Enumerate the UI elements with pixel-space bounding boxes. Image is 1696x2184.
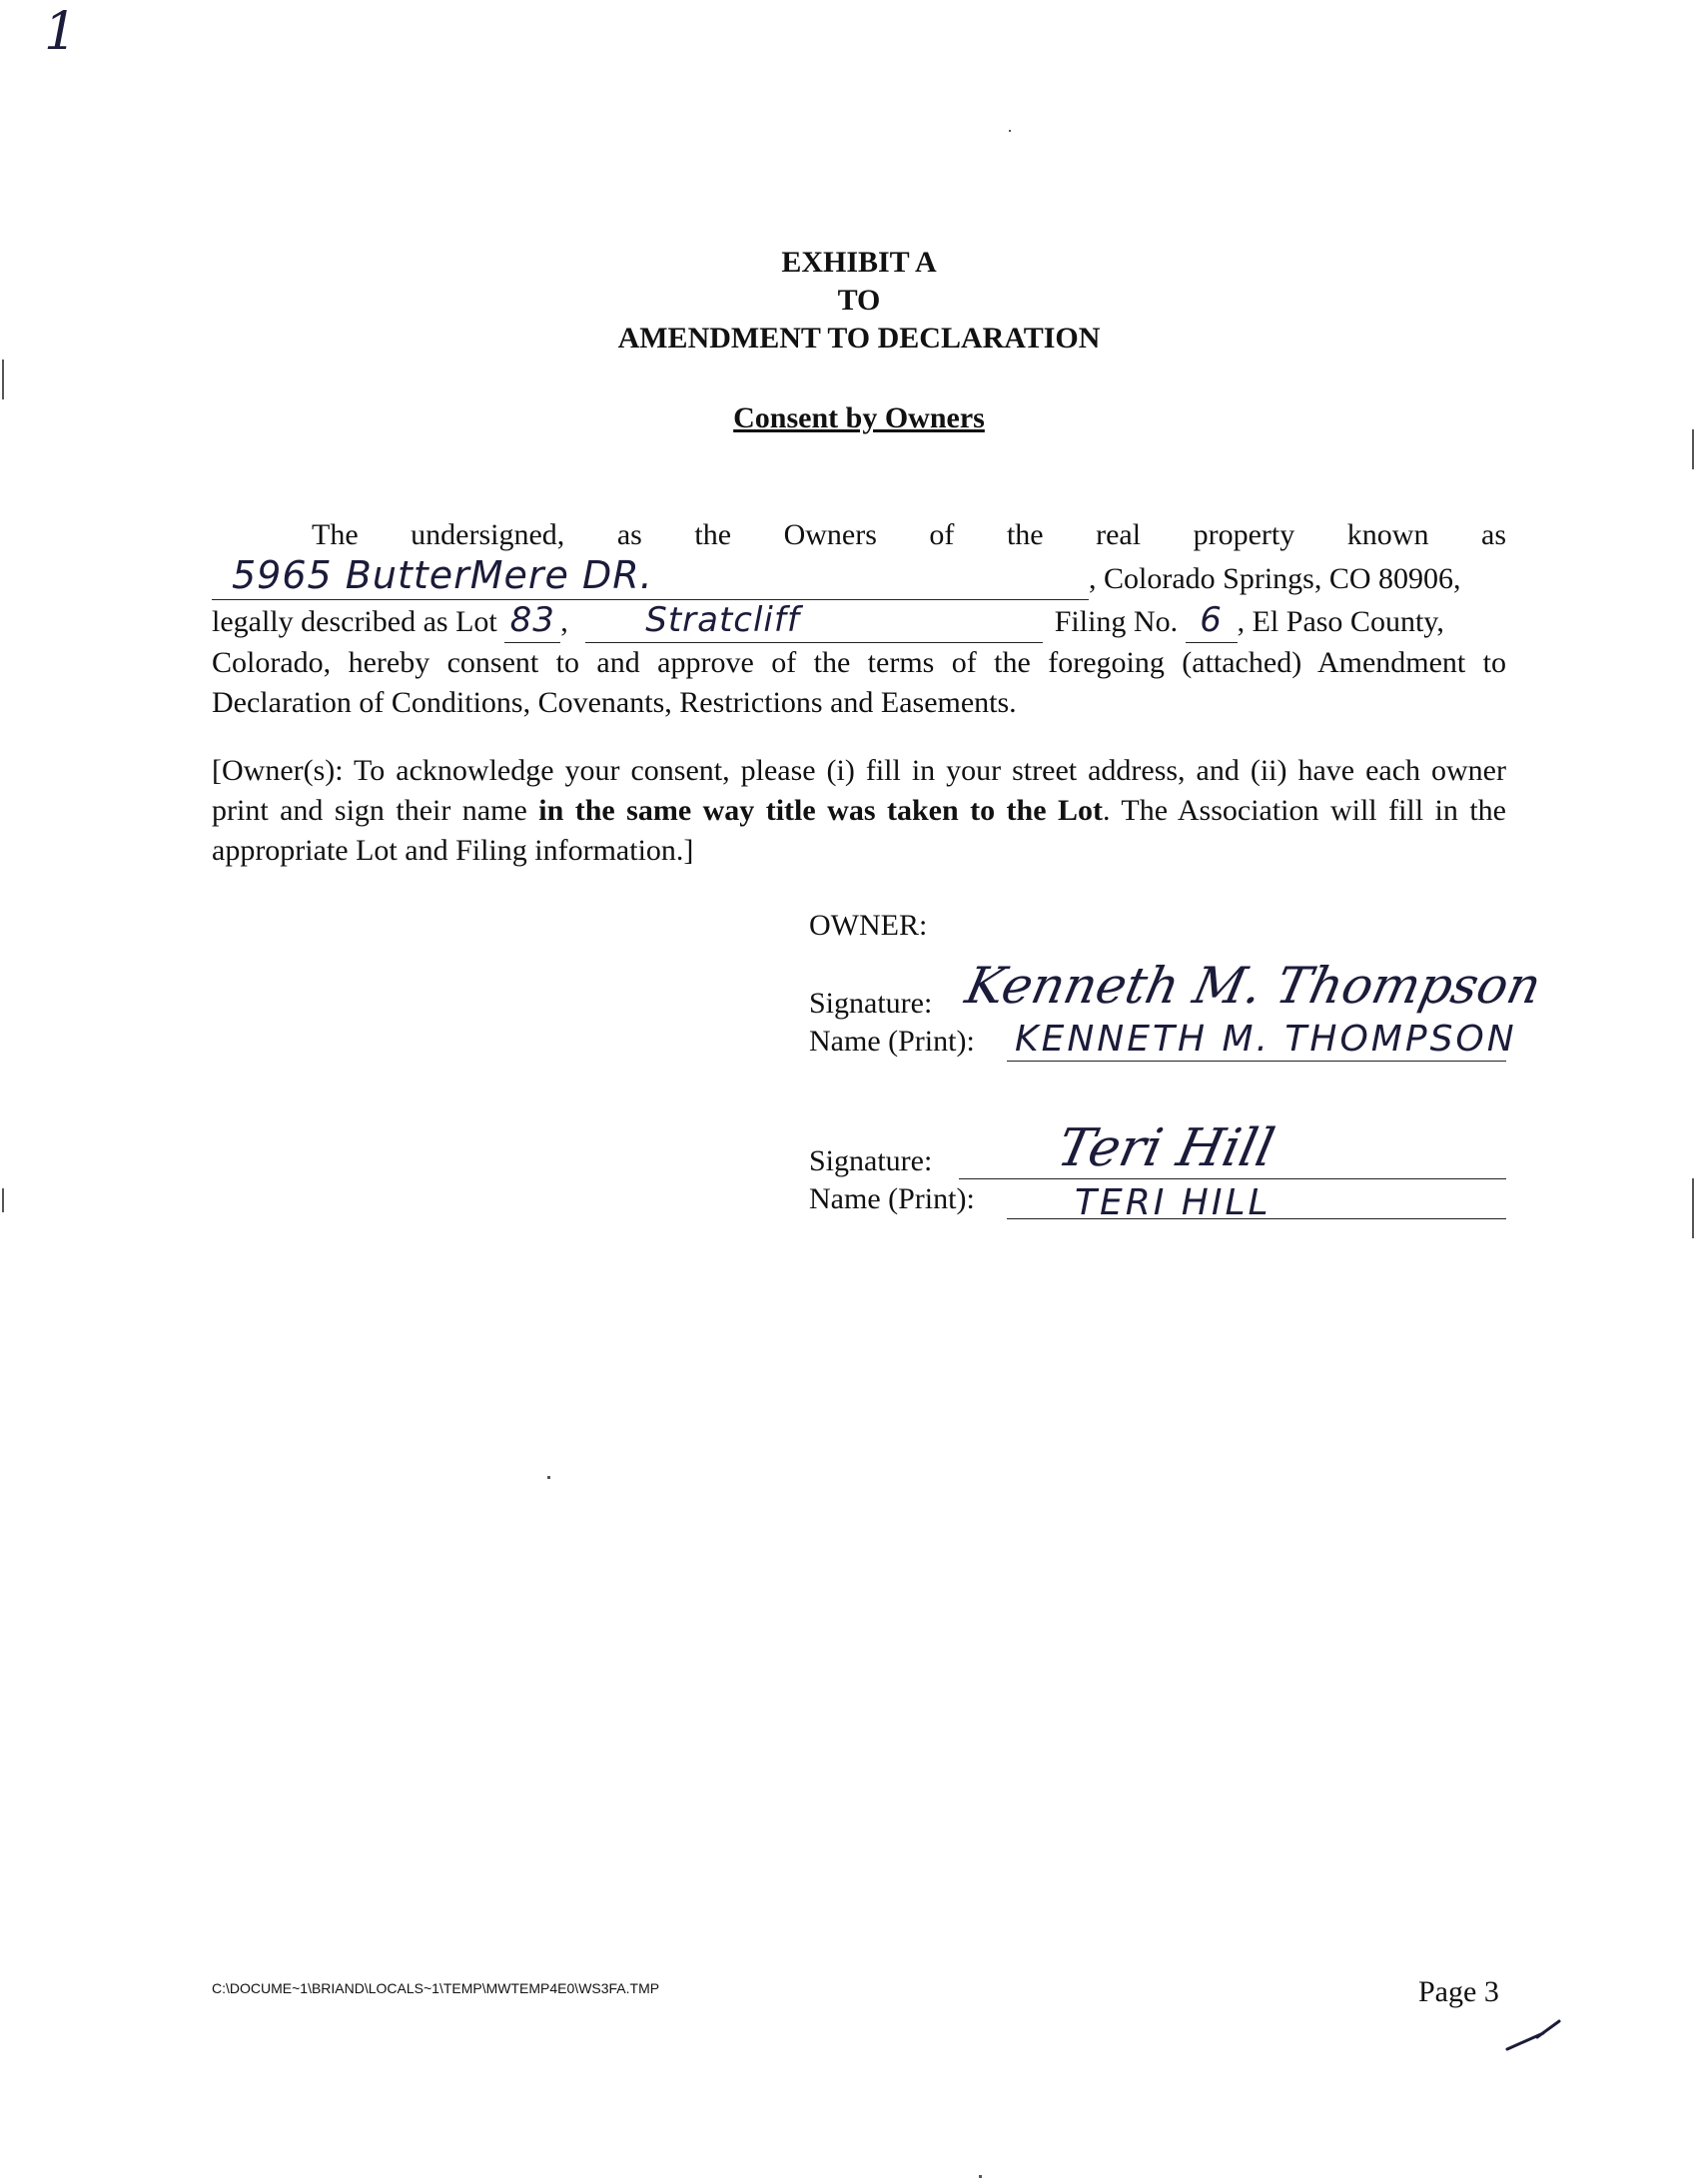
address-line bbox=[212, 555, 1506, 600]
name-print-label: Name (Print): bbox=[809, 1025, 975, 1058]
legal-description-line bbox=[212, 600, 1506, 643]
instructions-bold-text: in the same way title was taken to the Lot bbox=[538, 794, 1103, 827]
word: real bbox=[1096, 518, 1142, 551]
lot-handwritten: 83 bbox=[509, 600, 555, 640]
scan-edge-mark bbox=[2, 360, 4, 399]
word: known bbox=[1346, 518, 1429, 551]
word: as bbox=[616, 518, 642, 551]
word: Owners bbox=[783, 518, 877, 551]
instructions-text-end: . The Association will fill in the appropriate Lot and Filing information.] bbox=[212, 794, 1507, 867]
signature-label: Signature: bbox=[809, 987, 933, 1020]
word: The bbox=[312, 518, 359, 551]
filing-number-handwritten: 6 bbox=[1200, 600, 1223, 640]
signature-line[interactable] bbox=[959, 1178, 1506, 1179]
word: as bbox=[1481, 518, 1506, 551]
page-number: Page 3 bbox=[1418, 1975, 1499, 2008]
signature-label: Signature: bbox=[809, 1144, 933, 1177]
name-print-line[interactable] bbox=[1007, 1061, 1506, 1062]
pen-tick-icon bbox=[1503, 2015, 1563, 2055]
word: of bbox=[929, 518, 955, 551]
legal-prefix: legally described as Lot bbox=[212, 605, 497, 638]
owner-label: OWNER: bbox=[809, 909, 928, 942]
exhibit-title-to: TO bbox=[837, 284, 881, 317]
address-suffix: , Colorado Springs, CO 80906, bbox=[1089, 562, 1461, 595]
scan-edge-mark bbox=[2, 1188, 4, 1212]
exhibit-title: EXHIBIT A bbox=[781, 246, 937, 279]
signature-handwritten: Teri Hill bbox=[1052, 1118, 1280, 1178]
subdivision-handwritten: Stratcliff bbox=[645, 600, 800, 640]
footer-file-path: C:\DOCUME~1\BRIAND\LOCALS~1\TEMP\MWTEMP4E0\WS3FA.TMP bbox=[212, 1980, 660, 1996]
instructions-text: [Owner(s): To acknowledge your consent, please (i) fill in your street address, and (ii) have each owner print and sign their name bbox=[212, 754, 1506, 827]
scan-edge-mark bbox=[1692, 429, 1694, 469]
scan-speck bbox=[1009, 130, 1011, 132]
exhibit-title-amendment: AMENDMENT TO DECLARATION bbox=[617, 322, 1101, 355]
paragraph-rest: Colorado, hereby consent to and approve of the terms of the foregoing (attached) Amendment to Declaration of Conditions, Covenants, Restrictions and Easements. bbox=[212, 646, 1506, 719]
lot-comma: , bbox=[560, 605, 568, 638]
paragraph-first-line bbox=[212, 515, 1506, 555]
corner-handwritten-mark: 1 bbox=[44, 2, 79, 62]
filing-prefix: Filing No. bbox=[1054, 605, 1179, 638]
street-address-field[interactable] bbox=[212, 555, 1089, 600]
street-address-handwritten: 5965 ButterMere DR. bbox=[232, 553, 653, 597]
scan-edge-mark bbox=[1692, 1178, 1694, 1238]
name-print-label: Name (Print): bbox=[809, 1182, 975, 1215]
word: undersigned, bbox=[411, 518, 565, 551]
lot-field[interactable] bbox=[504, 600, 560, 643]
name-print-handwritten: TERI HILL bbox=[1075, 1182, 1272, 1223]
word: property bbox=[1193, 518, 1295, 551]
instructions-paragraph bbox=[212, 751, 1506, 871]
filing-suffix: , El Paso County, bbox=[1237, 605, 1444, 638]
signature-handwritten: Kenneth M. Thompson bbox=[960, 957, 1546, 1015]
scan-speck bbox=[979, 2175, 982, 2178]
subdivision-field[interactable] bbox=[585, 600, 1043, 643]
filing-number-field[interactable] bbox=[1186, 600, 1238, 643]
word: the bbox=[1006, 518, 1044, 551]
scan-speck bbox=[547, 1476, 550, 1479]
consent-subtitle: Consent by Owners bbox=[733, 401, 985, 434]
word: the bbox=[694, 518, 732, 551]
consent-paragraph bbox=[212, 515, 1506, 723]
name-print-handwritten: KENNETH M. THOMPSON bbox=[1015, 1019, 1517, 1060]
